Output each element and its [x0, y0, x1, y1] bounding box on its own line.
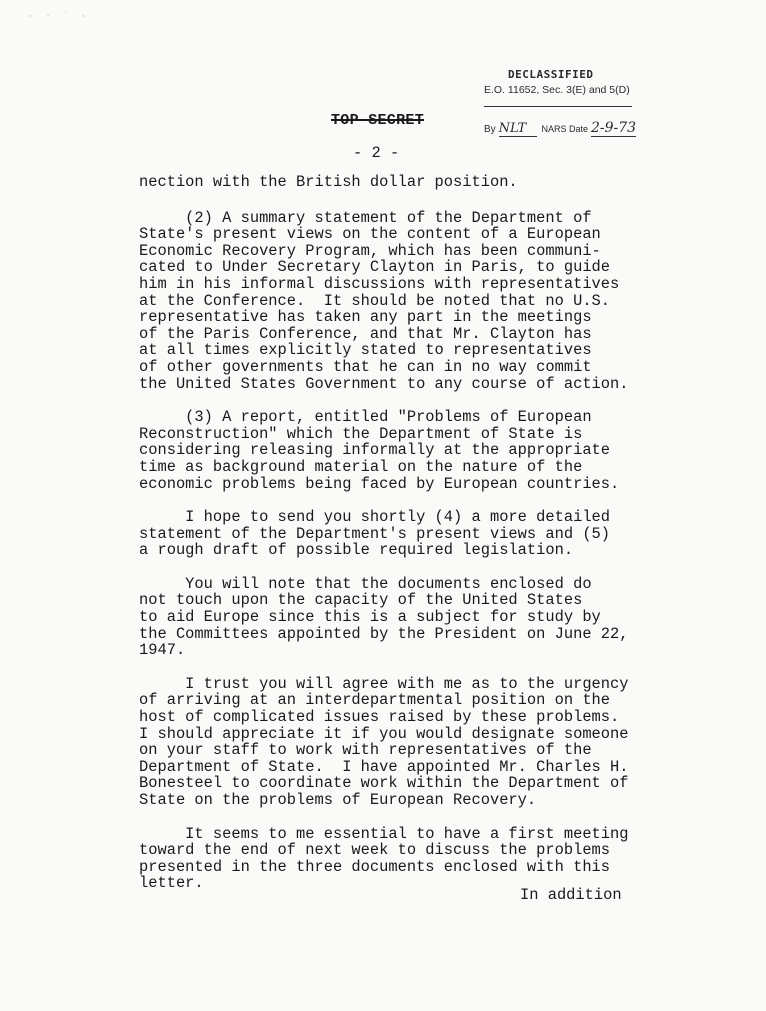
text-line: the Committees appointed by the President on June 22,: [139, 624, 629, 643]
text-line: I should appreciate it if you would designate someone: [139, 724, 629, 743]
text-line: Reconstruction" which the Department of State is: [139, 424, 583, 443]
text-line: at all times explicitly stated to representatives: [139, 341, 592, 360]
paragraph: [139, 174, 679, 191]
paragraph: [139, 676, 679, 809]
text-line: I hope to send you shortly (4) a more detailed: [139, 508, 611, 527]
paragraph: [139, 826, 679, 892]
text-line: State's present views on the content of a European: [139, 225, 601, 244]
text-line: of other governments that he can in no way commit: [139, 357, 592, 376]
text-line: economic problems being faced by European countries.: [139, 474, 620, 493]
text-line: presented in the three documents enclosed with this: [139, 857, 611, 876]
stamp-divider: [484, 106, 632, 107]
text-line: It seems to me essential to have a first meeting: [139, 824, 629, 843]
paragraph: [139, 509, 679, 559]
text-line: State on the problems of European Recovery.: [139, 791, 537, 809]
paper-specks: · · ˙ ·: [28, 12, 90, 21]
paragraph: [139, 210, 679, 393]
paragraph: [139, 576, 679, 659]
text-line: cated to Under Secretary Clayton in Paris, to guide: [139, 258, 611, 277]
text-line: (3) A report, entitled "Problems of European: [139, 408, 592, 427]
text-line: toward the end of next week to discuss the problems: [139, 841, 611, 860]
text-line: time as background material on the nature of the: [139, 457, 583, 476]
text-line: the United States Government to any course of action.: [139, 374, 629, 393]
stamp-by-label: By: [484, 124, 496, 135]
text-line: of arriving at an interdepartmental position on the: [139, 691, 611, 710]
text-line: I trust you will agree with me as to the urgency: [139, 674, 629, 693]
stamp-nars-label: NARS Date: [541, 124, 589, 134]
text-line: Economic Recovery Program, which has been communi-: [139, 241, 601, 260]
text-line: nection with the British dollar position.: [139, 173, 518, 191]
letter-body: [139, 174, 679, 892]
text-line: host of complicated issues raised by these problems.: [139, 708, 620, 727]
text-line: Department of State. I have appointed Mr. Charles H.: [139, 757, 629, 776]
page-number: - 2 -: [353, 144, 400, 162]
stamp-eo-line: E.O. 11652, Sec. 3(E) and 5(D): [484, 84, 630, 96]
text-line: You will note that the documents enclosed do: [139, 574, 592, 593]
text-line: to aid Europe since this is a subject for study by: [139, 608, 601, 627]
text-line: Bonesteel to coordinate work within the Department of: [139, 774, 629, 793]
text-line: at the Conference. It should be noted that no U.S.: [139, 291, 611, 310]
classification-marking: TOP SECRET: [331, 112, 425, 129]
text-line: of the Paris Conference, and that Mr. Clayton has: [139, 324, 592, 343]
text-line: him in his informal discussions with representatives: [139, 274, 620, 293]
stamp-date: 2-9-73: [590, 120, 637, 136]
text-line: representative has taken any part in the meetings: [139, 308, 592, 327]
text-line: letter.: [139, 874, 204, 893]
stamp-by-line: [484, 120, 636, 137]
text-line: on your staff to work with representatives of the: [139, 741, 592, 760]
text-line: statement of the Department's present views and (5): [139, 524, 611, 543]
text-line: 1947.: [139, 641, 186, 660]
stamp-initials: NLT: [499, 121, 537, 137]
text-line: not touch upon the capacity of the United States: [139, 591, 583, 610]
stamp-title: DECLASSIFIED: [508, 68, 594, 81]
text-line: a rough draft of possible required legislation.: [139, 541, 574, 560]
paragraph: [139, 409, 679, 492]
text-line: (2) A summary statement of the Department of: [139, 208, 592, 227]
closing-continuation: In addition: [520, 886, 622, 904]
text-line: considering releasing informally at the appropriate: [139, 441, 611, 460]
